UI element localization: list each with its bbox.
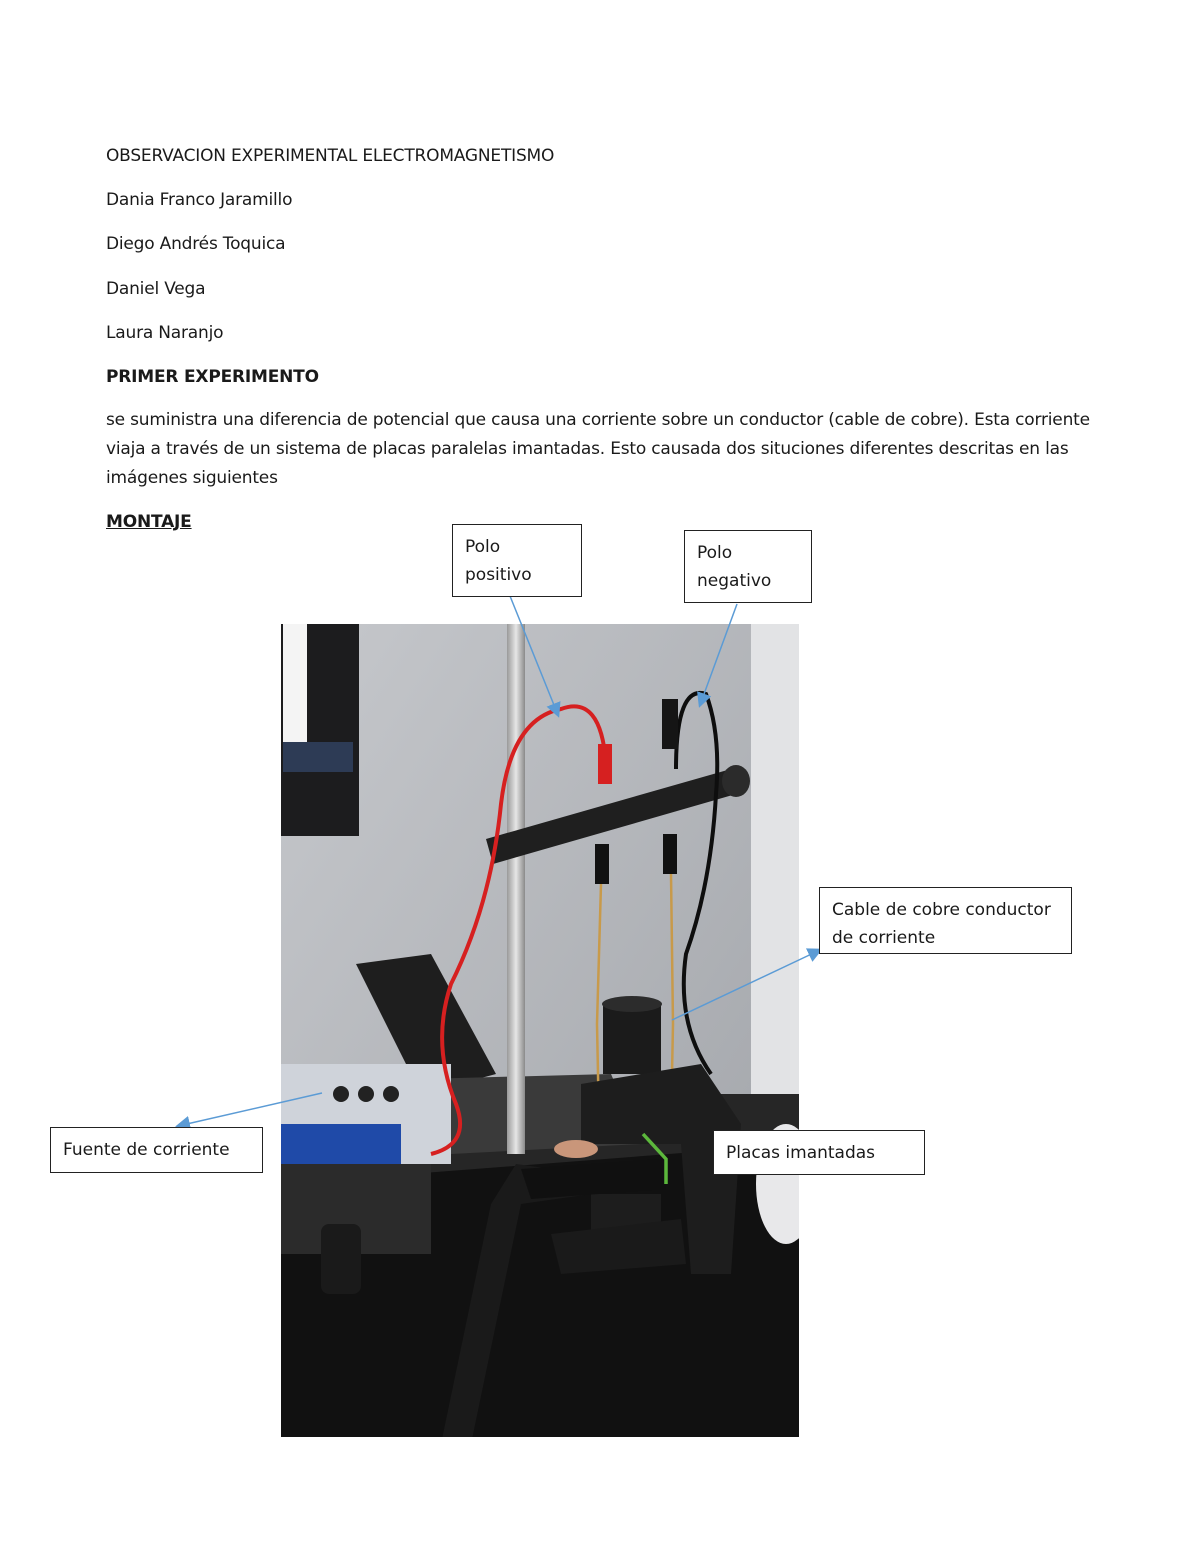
callout-negative-pole: Polo negativo — [684, 530, 812, 603]
callout-positive-pole: Polo positivo — [452, 524, 582, 597]
author-4: Laura Naranjo — [106, 323, 224, 343]
callout-magnet-plates: Placas imantadas — [713, 1130, 925, 1175]
body-paragraph: se suministra una diferencia de potencial que causa una corriente sobre un conductor (cable de cobre). Esta corriente viaja a través de un sistema de placas paralelas imantadas. Esto causada dos situciones diferentes descritas en las imágenes siguientes — [106, 410, 1090, 488]
callout-copper-cable: Cable de cobre conductor de corriente — [819, 887, 1072, 954]
montaje-subheading: MONTAJE — [106, 512, 192, 532]
author-1: Dania Franco Jaramillo — [106, 190, 293, 210]
author-3: Daniel Vega — [106, 279, 206, 299]
document-title: OBSERVACION EXPERIMENTAL ELECTROMAGNETISMO — [106, 146, 555, 166]
callout-current-source: Fuente de corriente — [50, 1127, 263, 1173]
section-heading: PRIMER EXPERIMENTO — [106, 367, 319, 387]
author-2: Diego Andrés Toquica — [106, 234, 286, 254]
